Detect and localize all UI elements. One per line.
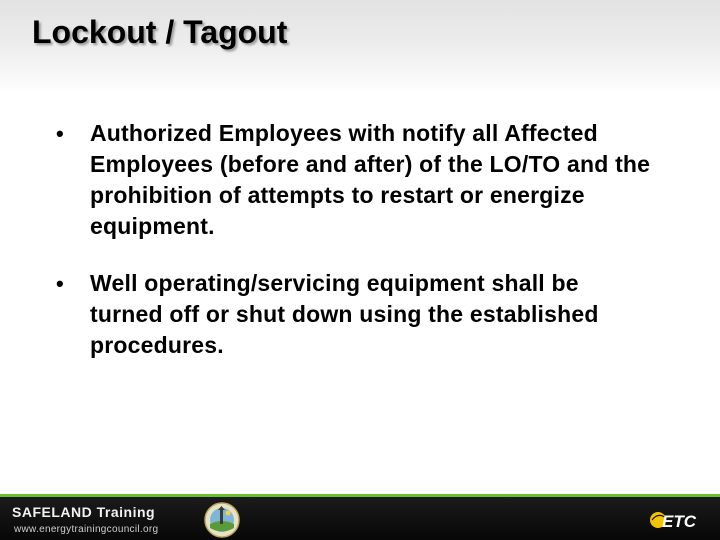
bullet-list [56,118,656,387]
footer-url: www.energytrainingcouncil.org [14,524,159,535]
bullet-text: Authorized Employees with notify all Affected Employees (before and after) of the LO/TO and the prohibition of attempts to restart or energize equipment. [90,120,651,239]
bullet-item [56,268,656,361]
etc-logo-icon [648,508,712,532]
bullet-marker: • [56,271,64,296]
footer-bar [0,497,720,540]
safety-seal-icon [204,502,240,538]
footer-brand: SAFELAND Training [12,504,156,520]
etc-logo-text: ETC [662,512,696,531]
bullet-marker: • [56,121,64,146]
bullet-text: Well operating/servicing equipment shall be turned off or shut down using the established procedures. [90,270,599,358]
bullet-item [56,118,656,242]
slide-title: Lockout / Tagout [32,14,288,50]
